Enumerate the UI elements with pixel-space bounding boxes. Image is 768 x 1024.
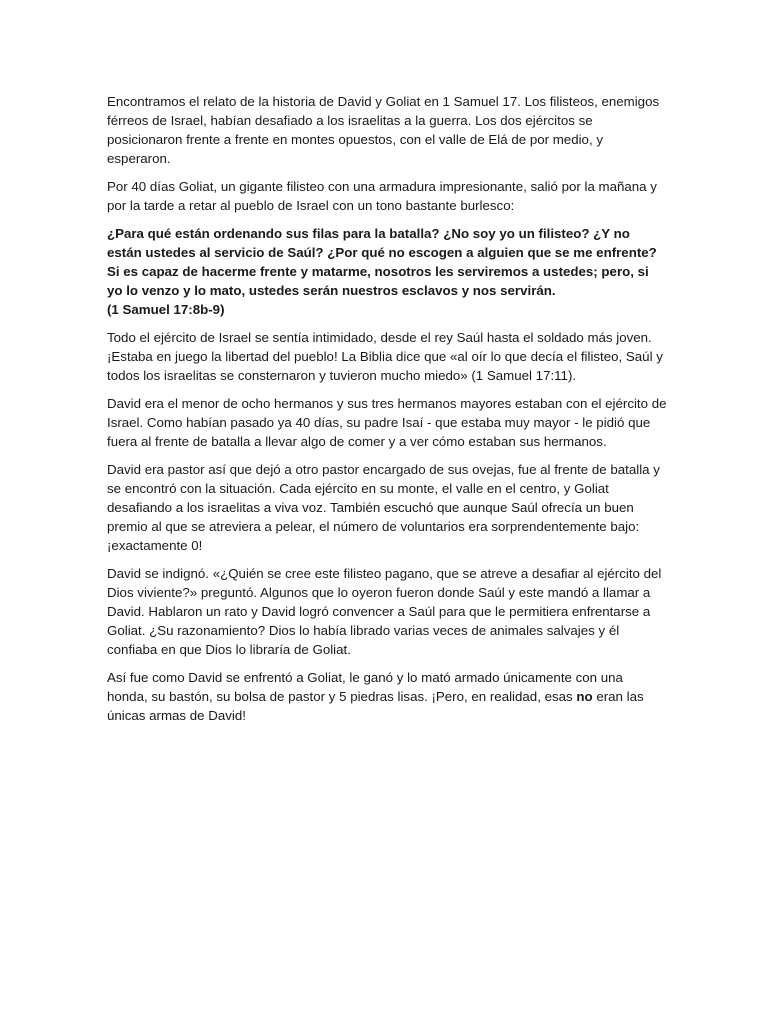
paragraph-david-arrives: David era pastor así que dejó a otro pastor encargado de sus ovejas, fue al frente de batalla y se encontró con la situación. Cada ejército en su monte, el valle en el centro, y Goliat desafiando a los israelitas a viva voz. También escuchó que aunque Saúl ofrecía un buen premio al que se atreviera a pelear, el número de voluntarios era sorprendentemente bajo: ¡exactamente 0! bbox=[107, 462, 660, 553]
goliath-quote bbox=[107, 224, 667, 319]
paragraph-army-fear: Todo el ejército de Israel se sentía intimidado, desde el rey Saúl hasta el soldado más joven. ¡Estaba en juego la libertad del pueblo! La Biblia dice que «al oír lo que decía el filisteo, Saúl y todos los israelitas se consternaron y tuvieron mucho miedo» (1 Samuel 17:11). bbox=[107, 330, 663, 383]
paragraph-goliath-challenge: Por 40 días Goliat, un gigante filisteo con una armadura impresionante, salió por la mañana y por la tarde a retar al pueblo de Israel con un tono bastante burlesco: bbox=[107, 179, 657, 213]
paragraph-intro: Encontramos el relato de la historia de David y Goliat en 1 Samuel 17. Los filisteos, enemigos férreos de Israel, habían desafiado a los israelitas a la guerra. Los dos ejércitos se posicionaron frente a frente en montes opuestos, con el valle de Elá de por medio, y esperaron. bbox=[107, 94, 660, 166]
article-body bbox=[107, 92, 667, 734]
paragraph-conclusion bbox=[107, 668, 667, 725]
quote-reference: (1 Samuel 17:8b-9) bbox=[107, 302, 225, 317]
paragraph-david-family: David era el menor de ocho hermanos y sus tres hermanos mayores estaban con el ejército de Israel. Como habían pasado ya 40 días, su padre Isaí - que estaba muy mayor - le pidió que fuera al frente de batalla a llevar algo de comer y a ver cómo estaban sus hermanos. bbox=[107, 396, 667, 449]
paragraph-david-indignant: David se indignó. «¿Quién se cree este filisteo pagano, que se atreve a desafiar al ejército del Dios viviente?» preguntó. Algunos que lo oyeron fueron donde Saúl y este mandó a llamar a David. Hablaron un rato y David logró convencer a Saúl para que le permitiera enfrentarse a Goliat. ¿Su razonamiento? Dios lo había librado varias veces de animales salvajes y él confiaba en que Dios lo libraría de Goliat. bbox=[107, 566, 662, 657]
conclusion-emphasis: no bbox=[576, 689, 593, 704]
conclusion-text-start: Así fue como David se enfrentó a Goliat, le ganó y lo mató armado únicamente con una honda, su bastón, su bolsa de pastor y 5 piedras lisas. ¡Pero, en realidad, esas bbox=[107, 670, 623, 704]
quote-text: ¿Para qué están ordenando sus filas para la batalla? ¿No soy yo un filisteo? ¿Y no están ustedes al servicio de Saúl? ¿Por qué no escogen a alguien que se me enfrente? Si es capaz de hacerme frente y matarme, nosotros les serviremos a ustedes; pero, si yo lo venzo y lo mato, ustedes serán nuestros esclavos y nos servirán. bbox=[107, 226, 657, 298]
conclusion-text-end: eran las únicas armas de David! bbox=[107, 689, 644, 723]
